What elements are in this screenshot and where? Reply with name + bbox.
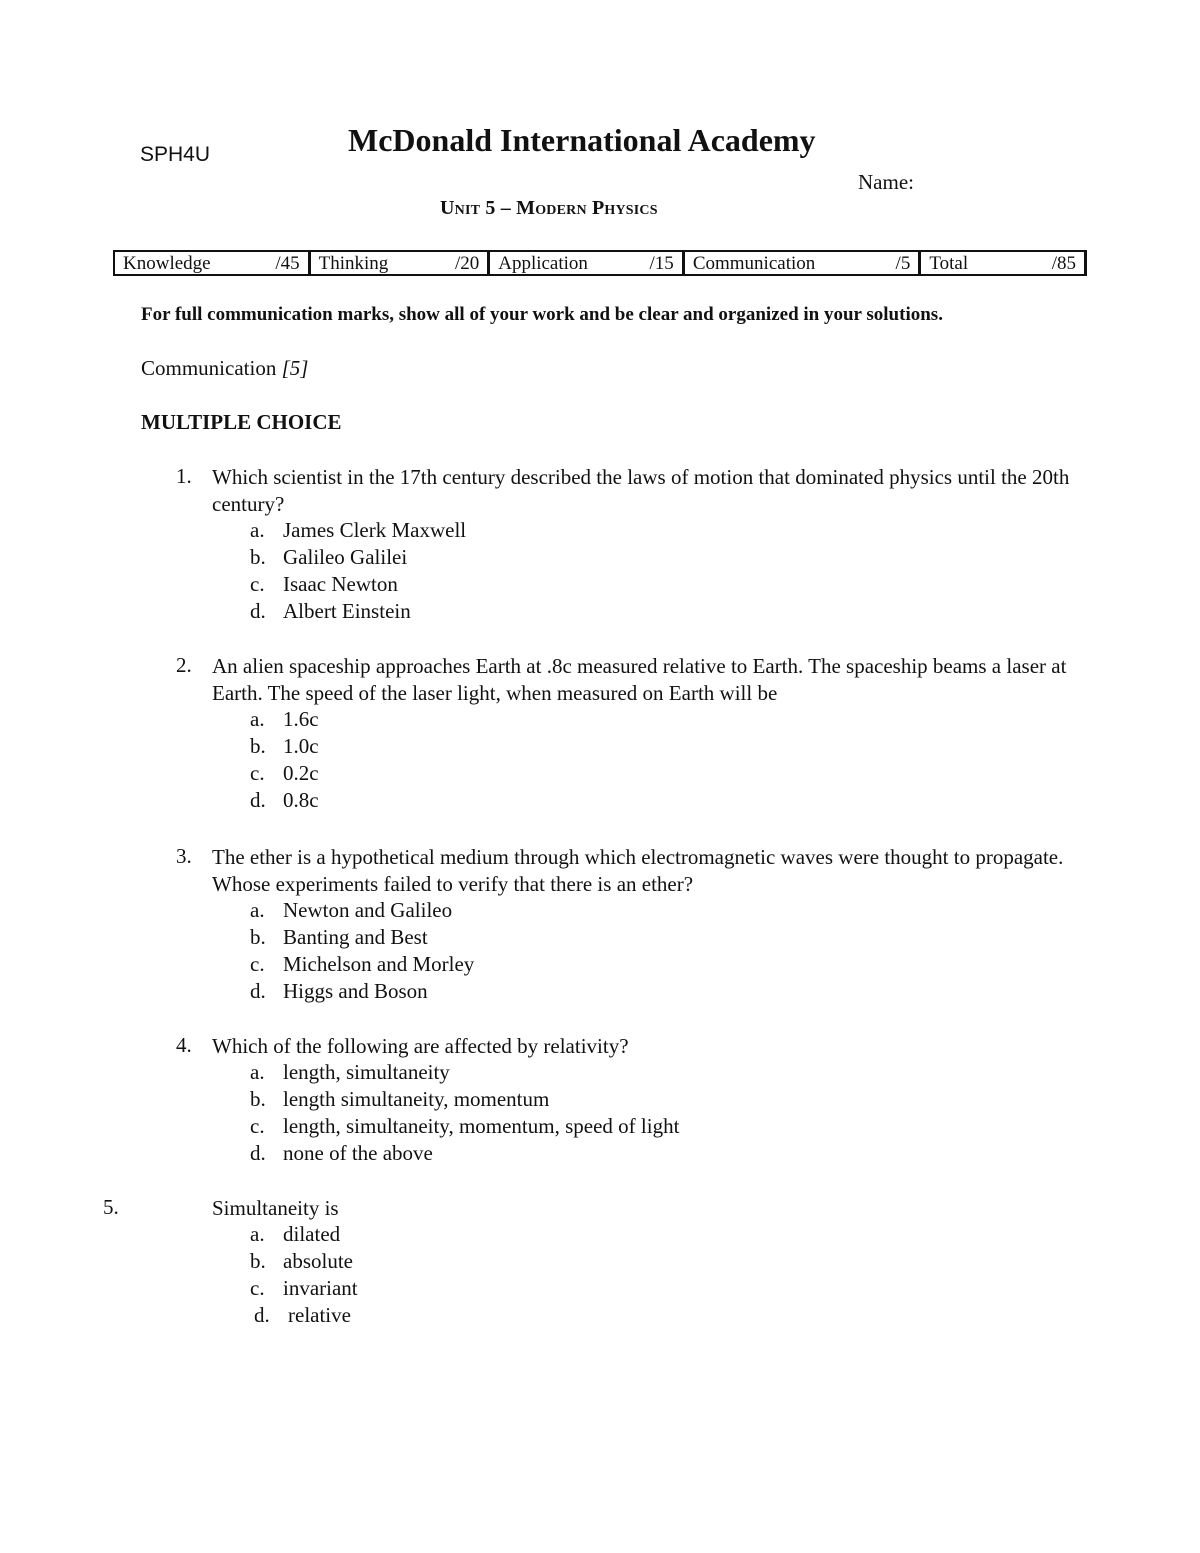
question-text: An alien spaceship approaches Earth at .8c measured relative to Earth. The spaceship beams a laser at Earth. The speed of the laser light, when measured on Earth will be [212, 654, 1067, 705]
option-letter: b. [250, 1087, 266, 1111]
option-text: invariant [283, 1276, 358, 1300]
option-text: length simultaneity, momentum [283, 1087, 550, 1111]
school-name: McDonald International Academy [348, 122, 816, 158]
marks-label: Application [498, 253, 588, 274]
marks-label: Knowledge [123, 253, 211, 274]
communication-line [141, 356, 308, 381]
marks-cell-total [921, 252, 1084, 274]
option-letter: c. [250, 952, 265, 976]
option-text: relative [288, 1303, 351, 1327]
marks-label: Total [929, 253, 969, 274]
marks-value: /85 [1051, 253, 1076, 274]
option-text: Higgs and Boson [283, 979, 428, 1003]
option-text: Isaac Newton [283, 572, 398, 596]
option-letter: a. [250, 518, 265, 542]
option-text: Michelson and Morley [283, 952, 475, 976]
option-letter: c. [250, 572, 265, 596]
unit-title: Unit 5 – Modern Physics [440, 197, 658, 219]
question-text: Which scientist in the 17th century described the laws of motion that dominated physics until the 20th century? [212, 465, 1070, 516]
instructions: For full communication marks, show all of your work and be clear and organized in your solutions. [141, 304, 943, 325]
marks-cell-communication [685, 252, 922, 274]
option-letter: b. [250, 925, 266, 949]
option-letter: c. [250, 761, 265, 785]
question-number: 3. [176, 844, 192, 868]
option-letter: d. [250, 979, 266, 1003]
option-text: 0.8c [283, 788, 319, 812]
marks-value: /5 [895, 253, 911, 274]
option-text: 0.2c [283, 761, 319, 785]
option-letter: b. [250, 734, 266, 758]
option-text: length, simultaneity, momentum, speed of light [283, 1114, 680, 1138]
marks-value: /45 [275, 253, 300, 274]
section-title: MULTIPLE CHOICE [141, 410, 342, 434]
option-text: Galileo Galilei [283, 545, 408, 569]
option-letter: a. [250, 707, 265, 731]
option-letter: b. [250, 1249, 266, 1273]
marks-cell-application [490, 252, 685, 274]
communication-label: Communication [141, 356, 277, 380]
option-letter: d. [250, 1141, 266, 1165]
question-number: 2. [176, 653, 192, 677]
option-text: Banting and Best [283, 925, 428, 949]
option-letter: a. [250, 1222, 265, 1246]
marks-cell-thinking [311, 252, 491, 274]
question-text: Simultaneity is [212, 1196, 339, 1220]
question-text: The ether is a hypothetical medium through which electromagnetic waves were thought to propagate. Whose experiments failed to verify that there is an ether? [212, 845, 1064, 896]
question-number: 1. [176, 464, 192, 488]
option-letter: c. [250, 1276, 265, 1300]
option-text: 1.6c [283, 707, 319, 731]
option-letter: d. [250, 599, 266, 623]
option-letter: d. [254, 1303, 270, 1327]
option-text: none of the above [283, 1141, 433, 1165]
option-text: 1.0c [283, 734, 319, 758]
option-text: Newton and Galileo [283, 898, 453, 922]
option-text: absolute [283, 1249, 353, 1273]
marks-value: /20 [454, 253, 480, 274]
option-letter: b. [250, 545, 266, 569]
option-letter: a. [250, 898, 265, 922]
marks-label: Thinking [318, 253, 389, 274]
marks-table [113, 250, 1087, 276]
option-letter: d. [250, 788, 266, 812]
option-text: James Clerk Maxwell [283, 518, 467, 542]
question-number: 5. [103, 1195, 119, 1219]
option-text: dilated [283, 1222, 341, 1246]
option-text: length, simultaneity [283, 1060, 450, 1084]
name-label: Name: [858, 170, 914, 194]
option-letter: a. [250, 1060, 265, 1084]
communication-marks: [5] [281, 356, 309, 380]
marks-value: /15 [649, 253, 674, 274]
question-number: 4. [176, 1033, 192, 1057]
option-letter: c. [250, 1114, 265, 1138]
marks-cell-knowledge [115, 252, 311, 274]
option-text: Albert Einstein [283, 599, 411, 623]
question-text: Which of the following are affected by relativity? [212, 1034, 629, 1058]
course-code: SPH4U [140, 143, 211, 166]
marks-label: Communication [692, 253, 816, 274]
